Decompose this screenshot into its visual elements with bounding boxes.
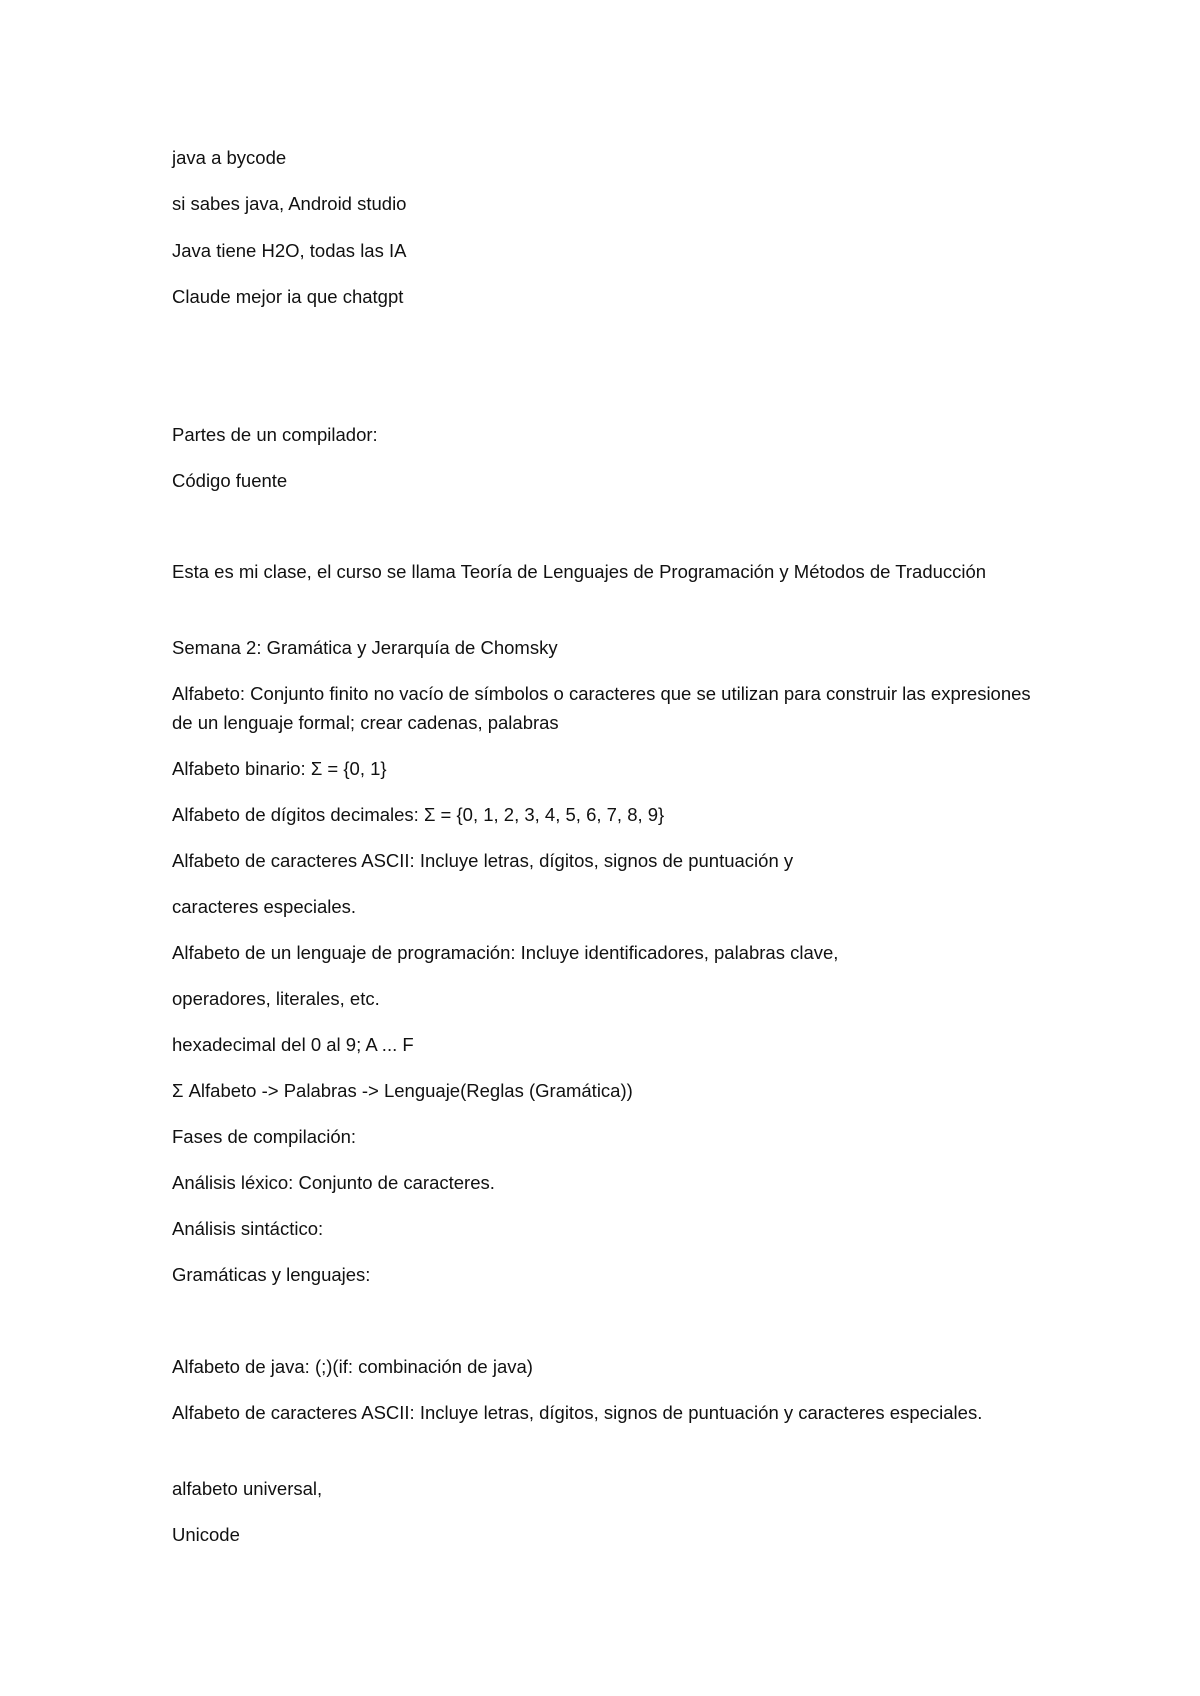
text-line: Java tiene H2O, todas las IA xyxy=(172,240,407,261)
text-line: Análisis sintáctico: xyxy=(172,1218,324,1239)
text-line: Semana 2: Gramática y Jerarquía de Chomsky xyxy=(172,637,558,658)
text-line: java a bycode xyxy=(172,147,287,168)
text-line: Claude mejor ia que chatgpt xyxy=(172,286,404,307)
text-line: Fases de compilación: xyxy=(172,1126,357,1147)
text-line: caracteres especiales. xyxy=(172,896,357,917)
text-line: Alfabeto de un lenguaje de programación: Incluye identificadores, palabras clave, xyxy=(172,942,839,963)
text-line: Alfabeto binario: Σ = {0, 1} xyxy=(172,758,387,779)
text-line: Alfabeto de dígitos decimales: Σ = {0, 1, 2, 3, 4, 5, 6, 7, 8, 9} xyxy=(172,804,665,825)
text-line: alfabeto universal, xyxy=(172,1478,323,1499)
text-line: Gramáticas y lenguajes: xyxy=(172,1264,371,1285)
text-paragraph: Esta es mi clase, el curso se llama Teoría de Lenguajes de Programación y Métodos de Traducción xyxy=(172,561,987,582)
text-line: hexadecimal del 0 al 9; A ... F xyxy=(172,1034,414,1055)
text-line: Partes de un compilador: xyxy=(172,424,378,445)
text-paragraph: Alfabeto: Conjunto finito no vacío de símbolos o caracteres que se utilizan para construir las expresiones de un lenguaje formal; crear cadenas, palabras xyxy=(172,683,1031,733)
text-line: Alfabeto de java: (;)(if: combinación de java) xyxy=(172,1356,533,1377)
text-line: Análisis léxico: Conjunto de caracteres. xyxy=(172,1172,495,1193)
text-paragraph: Alfabeto de caracteres ASCII: Incluye letras, dígitos, signos de puntuación y caracteres especiales. xyxy=(172,1402,983,1423)
text-line: Alfabeto de caracteres ASCII: Incluye letras, dígitos, signos de puntuación y xyxy=(172,850,794,871)
text-line: Código fuente xyxy=(172,470,288,491)
text-line: operadores, literales, etc. xyxy=(172,988,380,1009)
text-line: Σ Alfabeto -> Palabras -> Lenguaje(Reglas (Gramática)) xyxy=(172,1080,633,1101)
text-line: si sabes java, Android studio xyxy=(172,193,407,214)
text-line: Unicode xyxy=(172,1524,240,1545)
